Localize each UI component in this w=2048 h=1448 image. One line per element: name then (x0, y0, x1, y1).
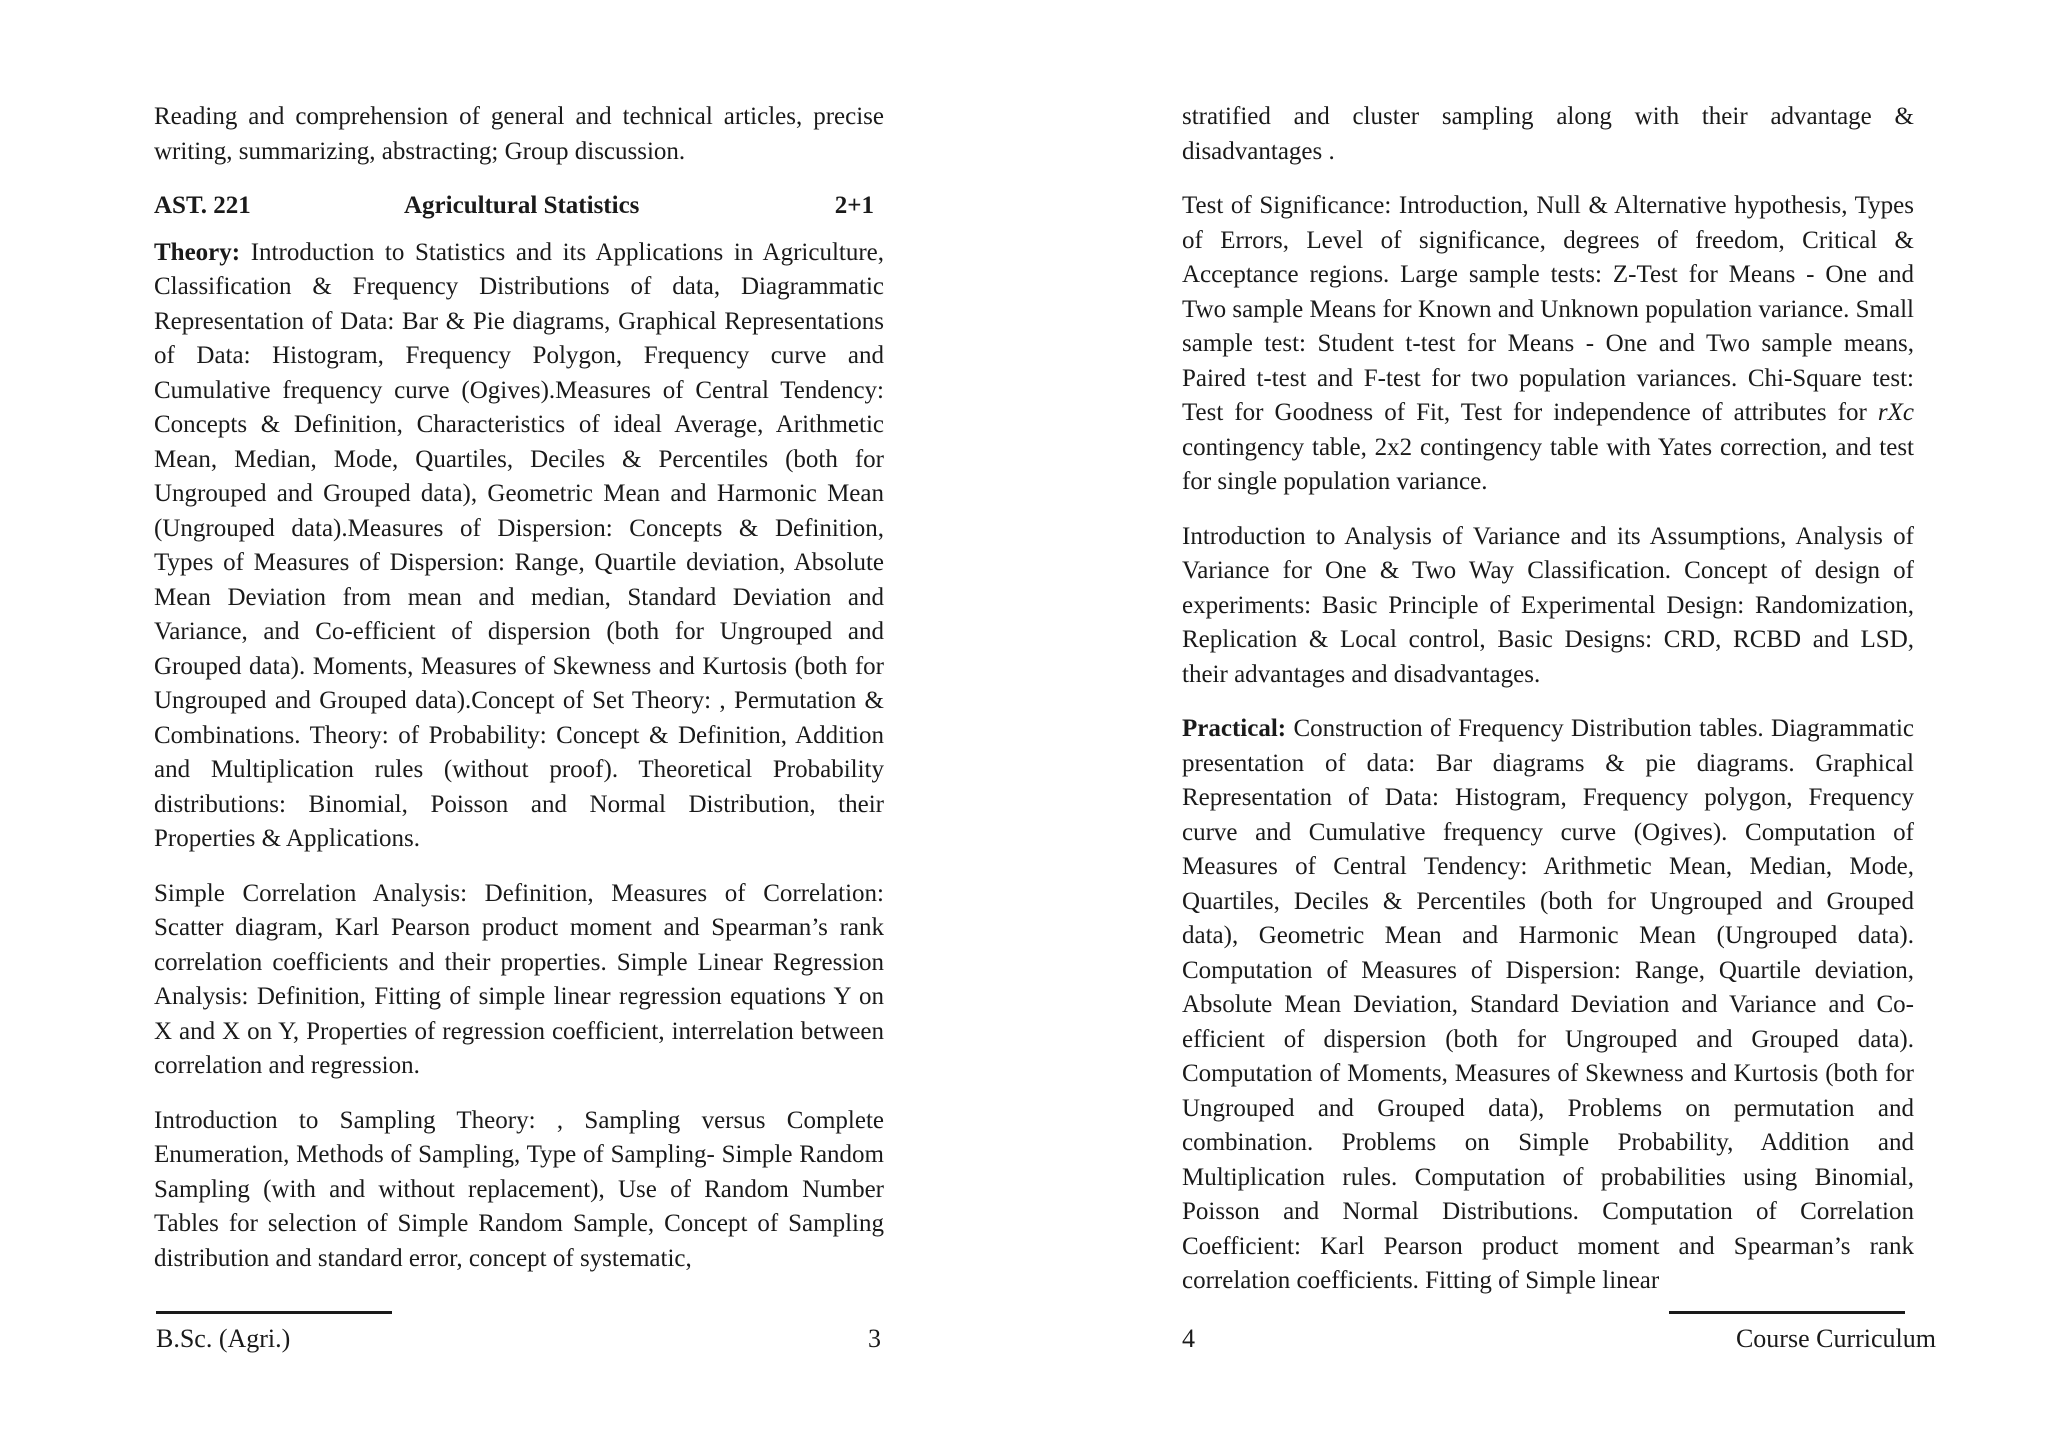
anova-paragraph: Introduction to Analysis of Variance and its Assumptions, Analysis of Variance for One & Two Way Classification. Concept of design of experiments: Basic Principle of Experimental Design: Randomization, Replication & Local control, Basic Designs: CRD, RCBD and LSD, their advantages and disadvantages. (1182, 522, 1914, 688)
footer-rule (1669, 1311, 1905, 1314)
practical-label: Practical: (1182, 715, 1287, 742)
sampling-continued-paragraph: stratified and cluster sampling along with their advantage & disadvantages . (1182, 103, 1914, 165)
theory-paragraph (154, 236, 884, 857)
sampling-paragraph: Introduction to Sampling Theory: , Sampling versus Complete Enumeration, Methods of Sampling, Type of Sampling- Simple Random Sampling (with and without replacement), Use of Random Number Tables for selection of Simple Random Sample, Concept of Sampling distribution and standard error, concept of systematic, (154, 1106, 884, 1272)
course-credits: 2+1 (834, 192, 874, 219)
practical-paragraph (1182, 712, 1914, 1299)
significance-paragraph (1182, 189, 1914, 500)
significance-text-before: Test of Significance: Introduction, Null & Alternative hypothesis, Types of Errors, Level of significance, degrees of freedom, Critical & Acceptance regions. Large sample tests: Z-Test for Means - One and Two sample Means for Known and Unknown population variance. Small sample test: Student t-test for Means - One and Two sample means, Paired t-test and F-test for two population variances. Chi-Square test: Test for Goodness of Fit, Test for independence of attributes for (1182, 192, 1914, 426)
significance-text-after: contingency table, 2x2 contingency table with Yates correction, and test for single population variance. (1182, 433, 1914, 495)
footer-text: Course Curriculum (1735, 1324, 1936, 1353)
theory-label: Theory: (154, 238, 241, 266)
correlation-paragraph: Simple Correlation Analysis: Definition, Measures of Correlation: Scatter diagram, Karl Pearson product moment and Spearman’s rank correlation coefficients and their properties. Simple Linear Regression Analysis: Definition, Fitting of simple linear regression equations Y on X and X on Y, Properties of regression coefficient, interrelation between correlation and regression. (154, 879, 884, 1079)
page-number: 3 (868, 1324, 881, 1353)
course-heading (154, 189, 884, 224)
contingency-symbol: rXc (1877, 399, 1915, 426)
footer-text: B.Sc. (Agri.) (156, 1324, 291, 1353)
left-column (154, 100, 884, 1296)
right-page (1024, 0, 2048, 1448)
course-title: Agricultural Statistics (404, 192, 640, 219)
course-code: AST. 221 (154, 192, 251, 219)
intro-paragraph: Reading and comprehension of general and technical articles, precise writing, summarizing, abstracting; Group discussion. (154, 103, 884, 165)
theory-text: Introduction to Statistics and its Applications in Agriculture, Classification & Frequency Distributions of data, Diagrammatic Representation of Data: Bar & Pie diagrams, Graphical Representations of Data: Histogram, Frequency Polygon, Frequency curve and Cumulative frequency curve (Ogives).Measures of Central Tendency: Concepts & Definition, Characteristics of ideal Average, Arithmetic Mean, Median, Mode, Quartiles, Deciles & Percentiles (both for Ungrouped and Grouped data), Geometric Mean and Harmonic Mean (Ungrouped data).Measures of Dispersion: Concepts & Definition, Types of Measures of Dispersion: Range, Quartile deviation, Absolute Mean Deviation from mean and median, Standard Deviation and Variance, and Co-efficient of dispersion (both for Ungrouped and Grouped data). Moments, Measures of Skewness and Kurtosis (both for Ungrouped and Grouped data).Concept of Set Theory: , Permutation & Combinations. Theory: of Probability: Concept & Definition, Addition and Multiplication rules (without proof). Theoretical Probability distributions: Binomial, Poisson and Normal Distribution, their Properties & Applications. (154, 238, 885, 852)
right-column (1182, 100, 1914, 1319)
footer-rule (156, 1311, 392, 1314)
page-number: 4 (1182, 1324, 1195, 1353)
practical-text: Construction of Frequency Distribution tables. Diagrammatic presentation of data: Bar diagrams & pie diagrams. Graphical Representation of Data: Histogram, Frequency polygon, Frequency curve and Cumulative frequency curve (Ogives). Computation of Measures of Central Tendency: Arithmetic Mean, Median, Mode, Quartiles, Deciles & Percentiles (both for Ungrouped and Grouped data), Geometric Mean and Harmonic Mean (Ungrouped data). Computation of Measures of Dispersion: Range, Quartile deviation, Absolute Mean Deviation, Standard Deviation and Variance and Co-efficient of dispersion (both for Ungrouped and Grouped data). Computation of Moments, Measures of Skewness and Kurtosis (both for Ungrouped and Grouped data), Problems on permutation and combination. Problems on Simple Probability, Addition and Multiplication rules. Computation of probabilities using Binomial, Poisson and Normal Distributions. Computation of Correlation Coefficient: Karl Pearson product moment and Spearman’s rank correlation coefficients. Fitting of Simple linear (1182, 715, 1915, 1294)
